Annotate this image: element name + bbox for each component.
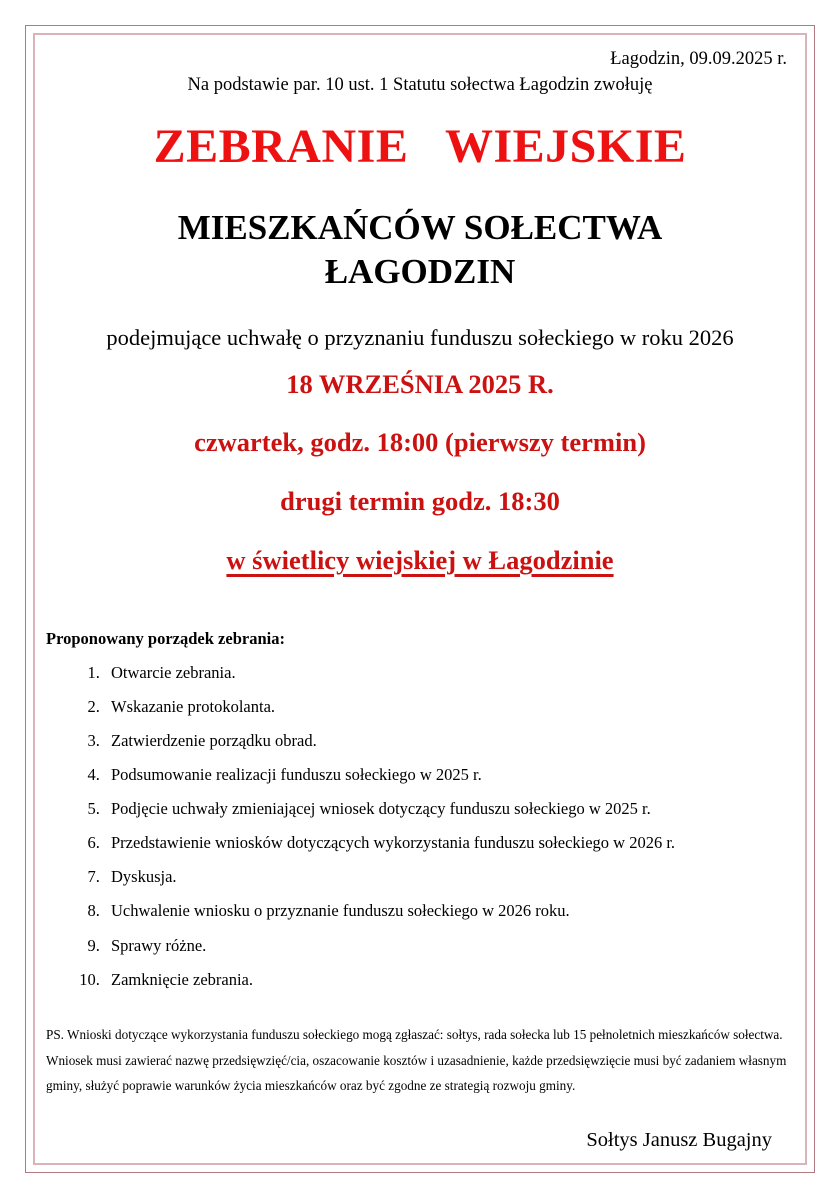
list-item: 5. Podjęcie uchwały zmieniającej wniosek dotyczący funduszu sołeckiego w 2025 r.: [104, 798, 794, 819]
list-item: 3. Zatwierdzenie porządku obrad.: [104, 730, 794, 751]
meeting-date: 18 WRZEŚNIA 2025 R.: [286, 368, 554, 399]
subtitle-line-1: MIESZKAŃCÓW SOŁECTWA: [177, 208, 663, 248]
list-item: 9. Sprawy różne.: [104, 935, 794, 956]
agenda-heading: Proponowany porządek zebrania:: [46, 628, 285, 648]
place-and-date: Łagodzin, 09.09.2025 r.: [610, 49, 787, 69]
list-item: 6. Przedstawienie wniosków dotyczących wykorzystania funduszu sołeckiego w 2026 r.: [104, 832, 794, 853]
postscript-note: PS. Wnioski dotyczące wykorzystania funduszu sołeckiego mogą zgłaszać: sołtys, rada sołecka lub 15 pełnoletnich mieszkańców sołectwa. Wniosek musi zawierać nazwę przedsięwzięć/cia, oszacowanie kosztów i uzasadnienie, każde przedsięwzięcie musi być zadaniem własnym gminy, służyć poprawie warunków życia mieszkańców oraz być zgodne ze strategią rozwoju gminy.: [46, 1026, 787, 1094]
agenda-section: [46, 629, 794, 990]
legal-basis-statement: Na podstawie par. 10 ust. 1 Statutu sołectwa Łagodzin zwołuję: [187, 75, 653, 96]
meeting-first-term: czwartek, godz. 18:00 (pierwszy termin): [194, 427, 646, 458]
meeting-date-block: [46, 369, 794, 577]
subtitle-line-2: ŁAGODZIN: [324, 252, 516, 292]
document-content: [38, 38, 802, 1160]
page-title: ZEBRANIE WIEJSKIE: [153, 120, 687, 174]
list-item: 2. Wskazanie protokolanta.: [104, 696, 794, 717]
subtitle: [46, 206, 794, 294]
meeting-location: w świetlicy wiejskiej w Łagodzinie: [226, 545, 614, 576]
resolution-purpose: podejmujące uchwałę o przyznaniu funduszu sołeckiego w roku 2026: [106, 325, 734, 351]
agenda-list: [46, 662, 794, 990]
list-item: 7. Dyskusja.: [104, 866, 794, 887]
list-item: 1. Otwarcie zebrania.: [104, 662, 794, 683]
list-item: 8. Uchwalenie wniosku o przyznanie funduszu sołeckiego w 2026 roku.: [104, 900, 794, 921]
list-item: 10. Zamknięcie zebrania.: [104, 969, 794, 990]
meeting-second-term: drugi termin godz. 18:30: [280, 486, 560, 517]
list-item: 4. Podsumowanie realizacji funduszu sołeckiego w 2025 r.: [104, 764, 794, 785]
signature: Sołtys Janusz Bugajny: [586, 1128, 772, 1151]
